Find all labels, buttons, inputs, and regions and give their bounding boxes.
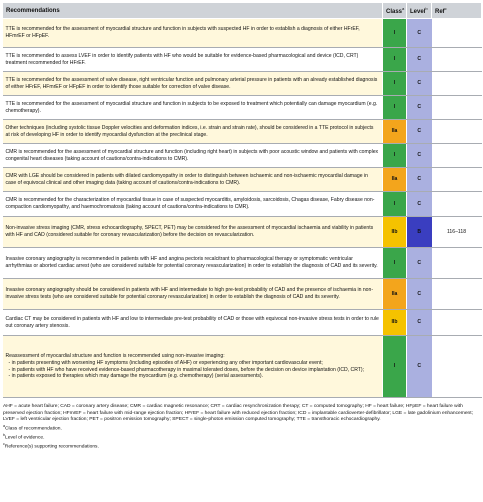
recommendation-text: Invasive coronary angiography is recommended in patients with HF and angina pectoris recalcitrant to pharmacological therapy or symptomatic ventricular arrhythmias or aborted cardiac arrest (who are considered suitable for potential coronary revascularization) in order to establish the diagnosis of CAD and its severity.	[3, 248, 383, 279]
ref-cell	[432, 48, 482, 72]
level-cell: C	[407, 279, 432, 310]
level-cell: B	[407, 217, 432, 248]
table-row	[3, 279, 482, 310]
ref-cell	[432, 336, 482, 398]
header-class	[383, 3, 407, 19]
recommendation-text	[3, 336, 383, 398]
reassessment-bullets	[6, 360, 380, 380]
ref-cell	[432, 168, 482, 192]
table-row	[3, 120, 482, 144]
class-cell: IIa	[383, 168, 407, 192]
recommendation-text: CMR is recommended for the assessment of myocardial structure and function (including right heart) in subjects with poor acoustic window and patients with complex congenital heart diseases (taking account of cautions/contra-indications to CMR).	[3, 144, 383, 168]
level-cell: C	[407, 96, 432, 120]
table-header-row	[3, 3, 482, 19]
table-row	[3, 96, 482, 120]
class-cell: IIa	[383, 279, 407, 310]
class-cell: I	[383, 336, 407, 398]
footnote-a-text: Class of recommendation.	[5, 426, 62, 432]
recommendation-text: Other techniques (including systolic tissue Doppler velocities and deformation indices, i.e. strain and strain rate), should be considered in a TTE protocol in subjects at risk of developing HF in order to identify myocardial dysfunction at the preclinical stage.	[3, 120, 383, 144]
class-cell: I	[383, 248, 407, 279]
ref-cell: 116–118	[432, 217, 482, 248]
class-cell: I	[383, 144, 407, 168]
table-row	[3, 217, 482, 248]
footnote-a	[3, 424, 481, 433]
level-cell: C	[407, 72, 432, 96]
ref-cell	[432, 120, 482, 144]
ref-cell	[432, 192, 482, 217]
level-cell: C	[407, 336, 432, 398]
ref-cell	[432, 144, 482, 168]
abbreviations-note: AHF = acute heart failure; CAD = coronary artery disease; CMR = cardiac magnetic resonance; CRT = cardiac resynchronization therapy; CT = computed tomography; HF = heart failure; HFpEF = heart failure with preserved ejection fraction; HFmrEF = heart failure with mid-range ejection fraction; HFrEF = heart failure with reduced ejection fraction; ICD = implantable cardioverter-defibrillator; LGE = late gadolinium enhancement; LVEF = left ventricular ejection fraction; PET = positron emission tomography; SPECT = single-photon emission computed tomography; TTE = transthoracic echocardiography.	[3, 404, 473, 423]
header-level-mark: b	[425, 6, 428, 11]
recommendation-text: TTE is recommended for the assessment of valve disease, right ventricular function and pulmonary arterial pressure in patients with an already established diagnosis of either HFrEF, HFmrEF or HFpEF in order to identify those suitable for correction of valve disease.	[3, 72, 383, 96]
ref-cell	[432, 310, 482, 336]
level-cell: C	[407, 19, 432, 48]
level-cell: C	[407, 192, 432, 217]
level-cell: C	[407, 168, 432, 192]
footnote-c	[3, 442, 481, 451]
footnote-b-text: Level of evidence.	[5, 435, 45, 441]
class-cell: I	[383, 19, 407, 48]
table-row	[3, 19, 482, 48]
table-body	[3, 19, 482, 398]
table-row	[3, 192, 482, 217]
recommendation-text: Invasive coronary angiography should be considered in patients with HF and intermediate to high pre-test probability of CAD and the presence of ischaemia in non-invasive stress tests (who are considered suitable for potential coronary revascularization) in order to establish the diagnosis of CAD and its severity.	[3, 279, 383, 310]
header-ref	[432, 3, 482, 19]
footnote-b	[3, 433, 481, 442]
ref-cell	[432, 96, 482, 120]
ref-cell	[432, 279, 482, 310]
class-cell: IIa	[383, 120, 407, 144]
table-row-reassessment	[3, 336, 482, 398]
footnote-a-mark: a	[3, 423, 5, 428]
ref-cell	[432, 248, 482, 279]
table-row	[3, 168, 482, 192]
table-footnotes	[2, 404, 481, 452]
list-item: - in patients presenting with worsening HF symptoms (including episodes of AHF) or experiencing any other important cardiovascular event;	[9, 360, 380, 367]
level-cell: C	[407, 144, 432, 168]
ref-cell	[432, 19, 482, 48]
class-cell: I	[383, 72, 407, 96]
reassessment-intro: Reassessment of myocardial structure and function is recommended using non-invasive imaging:	[5, 353, 225, 360]
level-cell: C	[407, 248, 432, 279]
recommendations-table	[2, 2, 482, 398]
header-level	[407, 3, 432, 19]
header-ref-label: Ref	[435, 9, 445, 15]
recommendation-text: Cardiac CT may be considered in patients with HF and low to intermediate pre-test probability of CAD or those with equivocal non-invasive stress tests in order to rule out coronary artery stenosis.	[3, 310, 383, 336]
class-cell: I	[383, 192, 407, 217]
header-class-mark: a	[402, 6, 405, 11]
guideline-table-container	[2, 2, 481, 452]
ref-cell	[432, 72, 482, 96]
footnote-c-text: Reference(s) supporting recommendations.	[4, 444, 99, 450]
header-class-label: Class	[386, 9, 403, 15]
footnote-c-mark: c	[3, 442, 5, 447]
recommendation-text: TTE is recommended for the assessment of myocardial structure and function in subjects to be exposed to treatment which potentially can damage myocardium (e.g. chemotherapy).	[3, 96, 383, 120]
list-item: - in patients exposed to therapies which may damage the myocardium (e.g. chemotherapy) (serial assessments).	[9, 373, 380, 380]
header-recommendations: Recommendations	[3, 3, 383, 19]
class-cell: I	[383, 48, 407, 72]
table-row	[3, 72, 482, 96]
recommendation-text: CMR with LGE should be considered in patients with dilated cardiomyopathy in order to distinguish between ischaemic and non-ischaemic myocardial damage in case of equivocal clinical and other imaging data (taking account of cautions/contra-indications to CMR).	[3, 168, 383, 192]
table-row	[3, 48, 482, 72]
recommendation-text: TTE is recommended for the assessment of myocardial structure and function in subjects with suspected HF in order to establish a diagnosis of either HFrEF, HFmrEF or HFpEF.	[3, 19, 383, 48]
class-cell: I	[383, 96, 407, 120]
header-ref-mark: c	[444, 6, 447, 11]
footnote-b-mark: b	[3, 433, 5, 438]
class-cell: IIb	[383, 217, 407, 248]
table-row	[3, 248, 482, 279]
table-row	[3, 144, 482, 168]
recommendation-text: Non-invasive stress imaging (CMR, stress echocardiography, SPECT, PET) may be considered for the assessment of myocardial ischaemia and viability in patients with HF and CAD (considered suitable for coronary revascularization) before the decision on revascularization.	[3, 217, 383, 248]
header-level-label: Level	[410, 9, 426, 15]
table-row	[3, 310, 482, 336]
level-cell: C	[407, 310, 432, 336]
level-cell: C	[407, 120, 432, 144]
list-item: - in patients with HF who have received evidence-based pharmacotherapy in maximal tolerated doses, before the decision on device implantation (ICD, CRT);	[9, 367, 380, 374]
recommendation-text: CMR is recommended for the characterization of myocardial tissue in case of suspected myocarditis, amyloidosis, sarcoidosis, Chagas disease, Fabry disease non-compaction cardiomyopathy, and haemochromatosis (taking account of cautions/contra-indications to CMR).	[3, 192, 383, 217]
level-cell: C	[407, 48, 432, 72]
class-cell: IIb	[383, 310, 407, 336]
recommendation-text: TTE is recommended to assess LVEF in order to identify patients with HF who would be suitable for evidence-based pharmacological and device (ICD, CRT) treatment recommended for HFrEF.	[3, 48, 383, 72]
